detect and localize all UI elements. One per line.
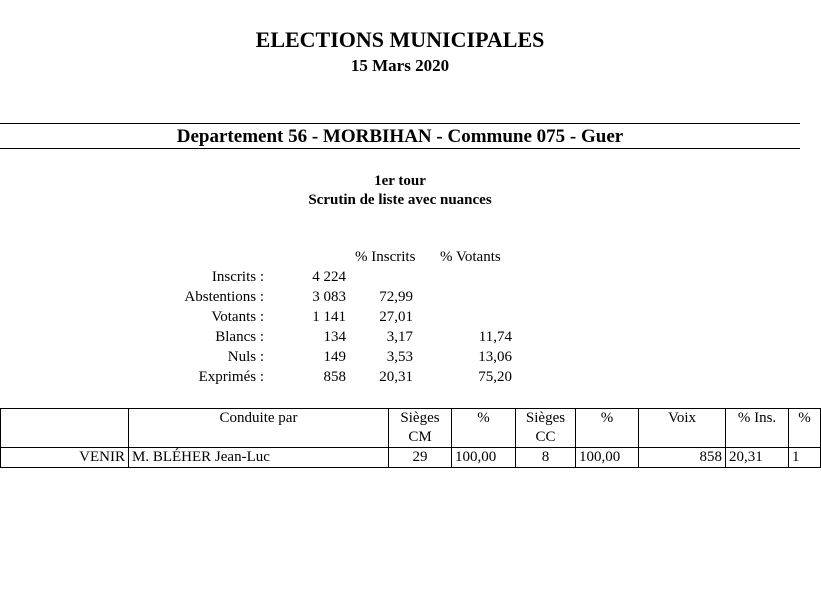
stat-value: 3 083 [312,289,346,305]
stats-row-nuls [0,349,800,369]
stat-label: Nuls : [227,349,264,365]
header-pct-votants: % Votants [440,249,501,265]
cell-pct-cc: 100,00 [576,448,639,468]
stat-pct-votants: 11,74 [478,329,512,345]
cell-pct-ins: 20,31 [726,448,789,468]
cell-sieges-cm: 29 [389,448,452,468]
header-cell-empty [726,428,789,448]
header-cell-empty [1,428,129,448]
header-pct-inscrits: % Inscrits [355,249,416,265]
stat-label: Inscrits : [211,269,264,285]
results-header-row [1,409,821,429]
stats-row-blancs [0,329,800,349]
stat-label: Votants : [211,309,264,325]
results-table-container [0,408,820,468]
header-conduite: Conduite par [129,409,389,429]
stat-value: 149 [323,349,346,365]
results-header-row-2 [1,428,821,448]
ballot-type: Scrutin de liste avec nuances [308,192,492,208]
header-sieges-cm: Sièges [389,409,452,429]
cell-sieges-cc: 8 [516,448,576,468]
stat-label: Abstentions : [184,289,264,305]
stat-pct-inscrits: 3,17 [386,329,413,345]
cell-liste: VENIR [1,448,129,468]
stat-value: 858 [323,369,346,385]
stat-pct-inscrits: 72,99 [379,289,413,305]
department-banner: Departement 56 - MORBIHAN - Commune 075 - Guer [0,123,800,149]
stat-value: 1 141 [312,309,346,325]
stat-pct-inscrits: 3,53 [386,349,413,365]
stats-row-abstentions [0,289,800,309]
cell-voix: 858 [639,448,726,468]
stat-value: 134 [323,329,346,345]
round-label: 1er tour [374,173,426,189]
header-sieges-cc: Sièges [516,409,576,429]
stat-label: Blancs : [215,329,264,345]
header-pct-cc: % [576,409,639,429]
stat-pct-inscrits: 20,31 [379,369,413,385]
cell-conduite: M. BLÉHER Jean-Luc [129,448,389,468]
stat-pct-votants: 13,06 [478,349,512,365]
header-liste [1,409,129,429]
header-voix: Voix [639,409,726,429]
cell-pct-cm: 100,00 [452,448,516,468]
header-cell-empty [576,428,639,448]
results-table [0,408,821,468]
header-cc: CC [516,428,576,448]
header-cell-empty [452,428,516,448]
header-cell-empty [129,428,389,448]
page-title: ELECTIONS MUNICIPALES [255,27,545,52]
header-pct-cm: % [452,409,516,429]
header-pct-exp: % [789,409,821,429]
header-pct-ins: % Ins. [726,409,789,429]
stats-row-exprimes [0,369,800,389]
header-cell-empty [789,428,821,448]
stat-label: Exprimés : [198,369,264,385]
stat-value: 4 224 [312,269,346,285]
stat-pct-inscrits: 27,01 [379,309,413,325]
cell-pct-exp: 1 [789,448,821,468]
header-cell-empty [639,428,726,448]
stats-row-votants [0,309,800,329]
stat-pct-votants: 75,20 [478,369,512,385]
table-row [1,448,821,468]
stats-row-inscrits [0,269,800,289]
stats-header-row [0,249,800,269]
turnout-stats [0,249,800,399]
election-date: 15 Mars 2020 [350,56,450,75]
header-cm: CM [389,428,452,448]
